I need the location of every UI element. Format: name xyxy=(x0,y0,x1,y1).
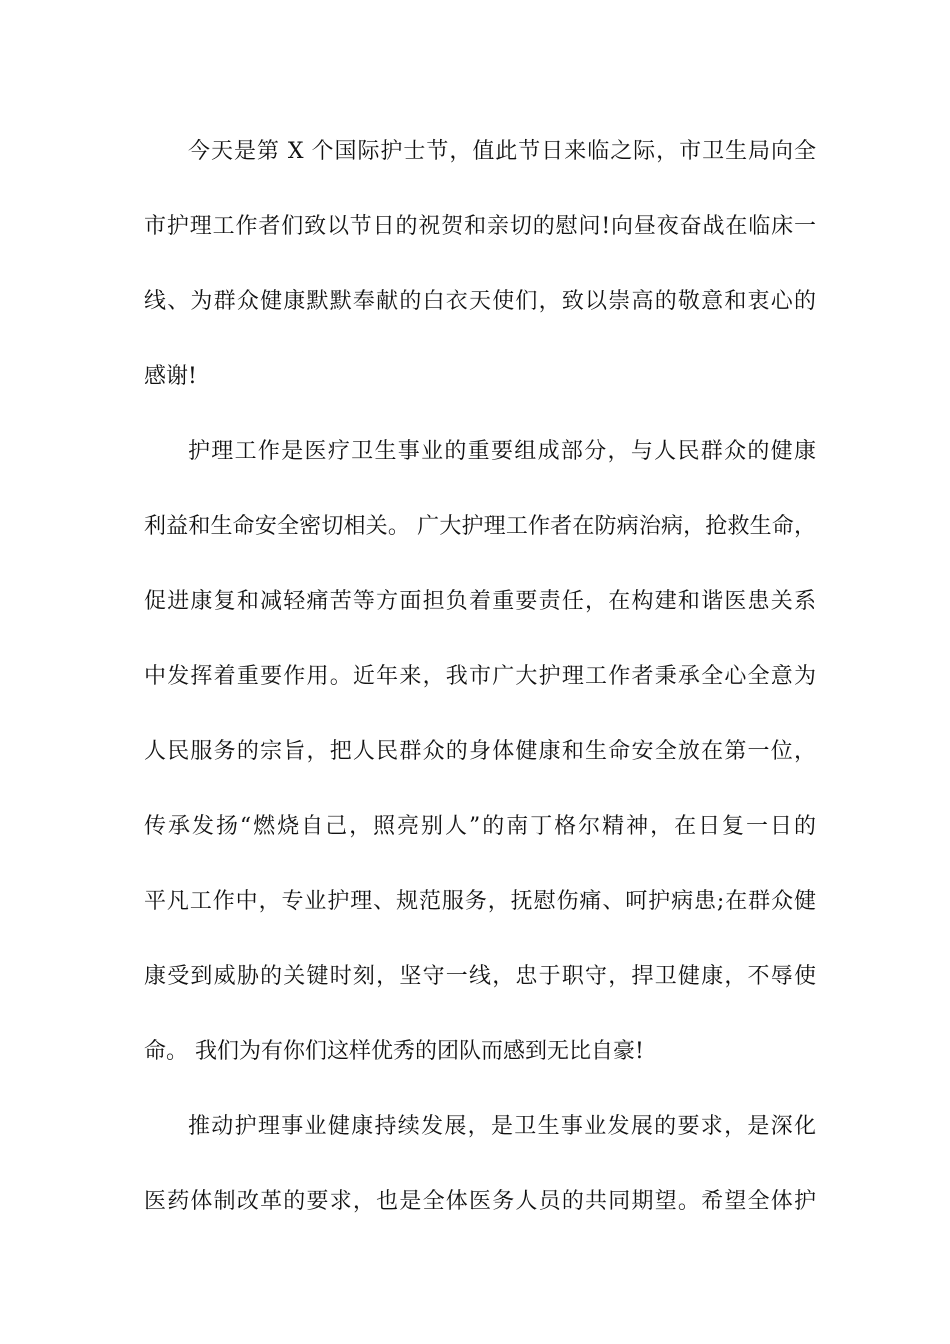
text-line: 推动护理事业健康持续发展，是卫生事业发展的要求，是深化 xyxy=(188,1114,816,1139)
text-line: 市护理工作者们致以节日的祝贺和亲切的慰问!向昼夜奋战在临床一 xyxy=(144,214,816,239)
text-line: 护理工作是医疗卫生事业的重要组成部分，与人民群众的健康 xyxy=(188,439,816,464)
document-body xyxy=(144,130,816,1255)
text-line: 感谢! xyxy=(144,364,197,389)
text-line: 康受到威胁的关键时刻，坚守一线，忠于职守，捍卫健康，不辱使 xyxy=(144,964,816,989)
text-line: 中发挥着重要作用。近年来，我市广大护理工作者秉承全心全意为 xyxy=(144,664,816,689)
text-line: 人民服务的宗旨，把人民群众的身体健康和生命安全放在第一位， xyxy=(144,739,816,764)
text-line: 医药体制改革的要求，也是全体医务人员的共同期望。希望全体护 xyxy=(144,1189,816,1214)
paragraph-3 xyxy=(144,1105,816,1255)
text-line: 平凡工作中，专业护理、规范服务，抚慰伤痛、呵护病患;在群众健 xyxy=(144,889,816,914)
text-line: 利益和生命安全密切相关。 广大护理工作者在防病治病，抢救生命， xyxy=(144,514,816,539)
text-line: 传承发扬“燃烧自己，照亮别人”的南丁格尔精神，在日复一日的 xyxy=(144,814,816,839)
paragraph-1 xyxy=(144,130,816,430)
text-line: 线、为群众健康默默奉献的白衣天使们，致以崇高的敬意和衷心的 xyxy=(144,289,816,314)
paragraph-2 xyxy=(144,430,816,1105)
text-line: 命。 我们为有你们这样优秀的团队而感到无比自豪! xyxy=(144,1039,644,1064)
text-line: 促进康复和减轻痛苦等方面担负着重要责任，在构建和谐医患关系 xyxy=(144,589,816,614)
text-line: 今天是第 X 个国际护士节，值此节日来临之际，市卫生局向全 xyxy=(188,139,816,164)
